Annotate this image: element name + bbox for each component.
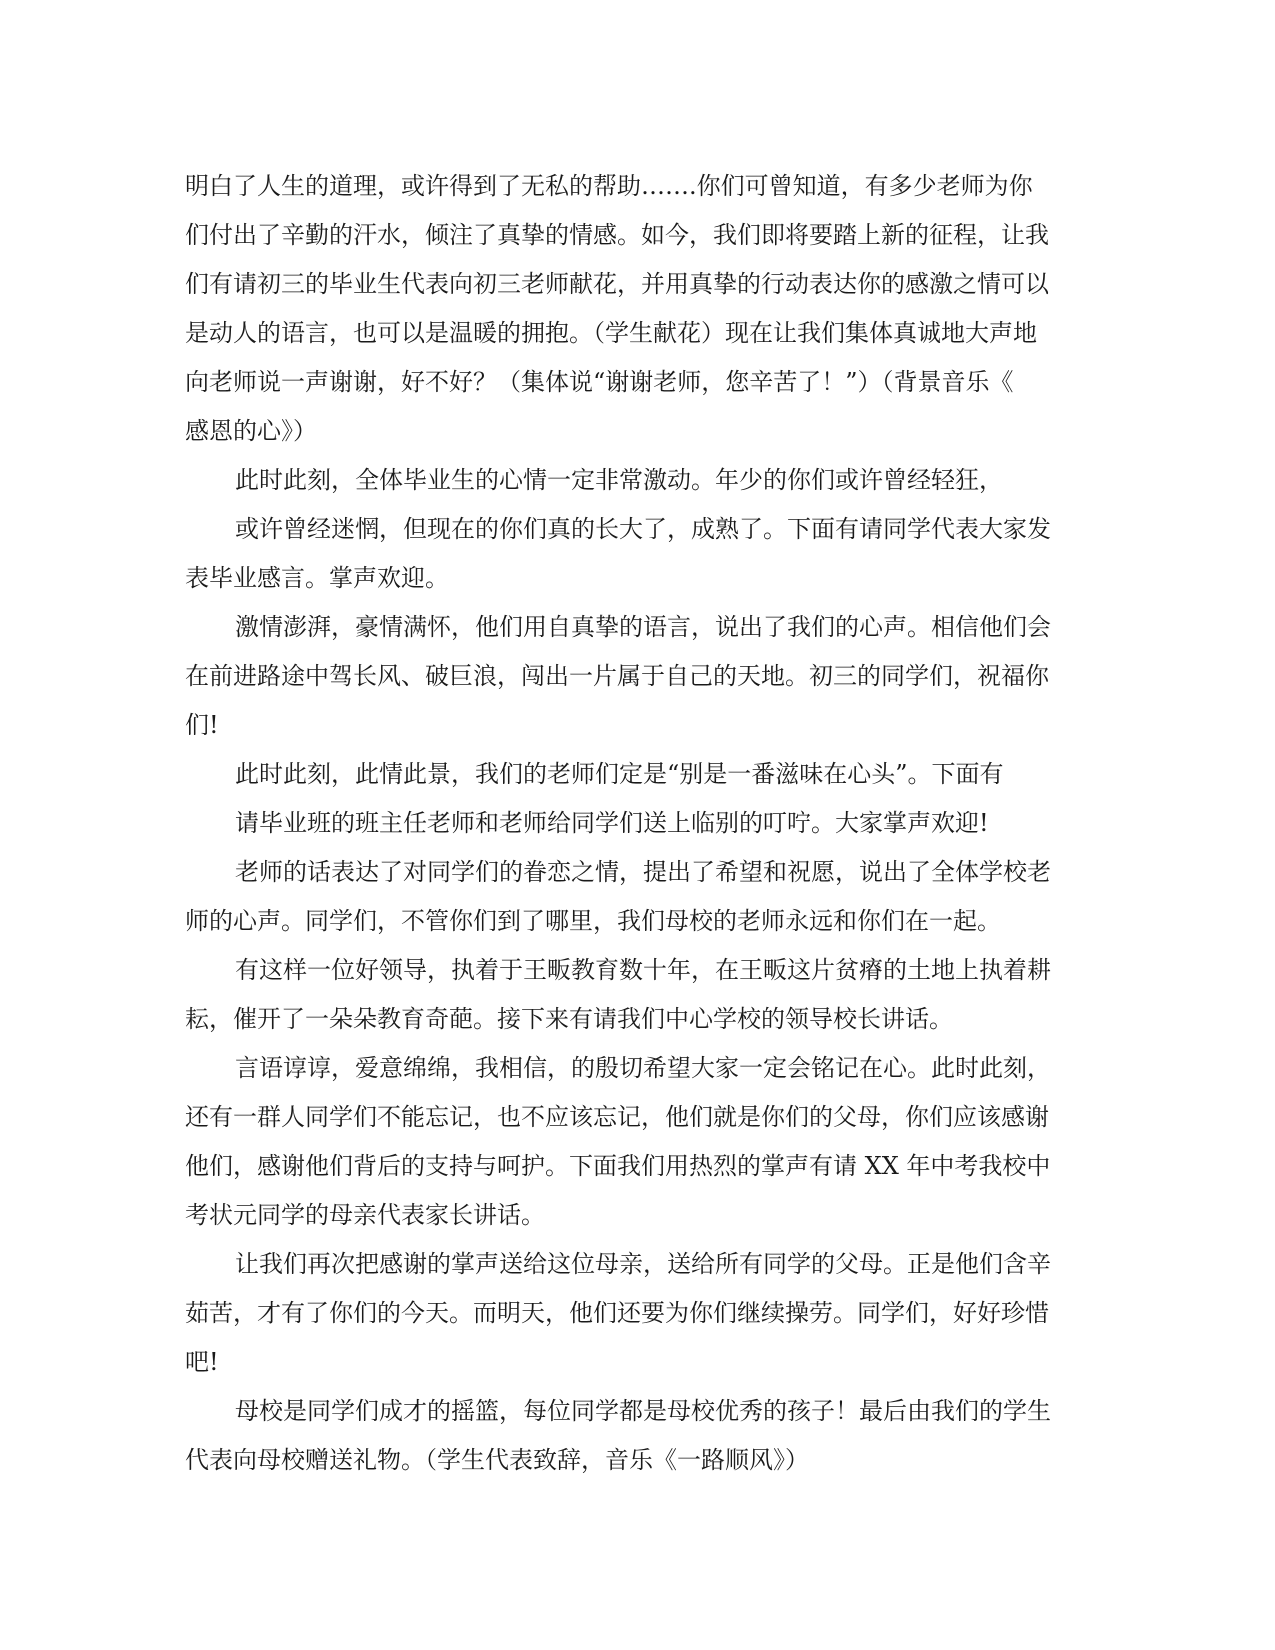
text-line: 还有一群人同学们不能忘记，也不应该忘记，他们就是你们的父母，你们应该感谢 xyxy=(185,1103,1049,1131)
text-line: 有这样一位好领导，执着于王畈教育数十年，在王畈这片贫瘠的土地上执着耕 xyxy=(235,956,1051,984)
text-line: 在前进路途中驾长风、破巨浪，闯出一片属于自己的天地。初三的同学们，祝福你 xyxy=(185,662,1049,690)
text-line: 此时此刻，全体毕业生的心情一定非常激动。年少的你们或许曾经轻狂， xyxy=(235,466,1003,494)
text-line: 激情澎湃，豪情满怀，他们用自真挚的语言，说出了我们的心声。相信他们会 xyxy=(235,613,1051,641)
text-line: 老师的话表达了对同学们的眷恋之情，提出了希望和祝愿，说出了全体学校老 xyxy=(235,858,1051,886)
text-line: 他们，感谢他们背后的支持与呵护。下面我们用热烈的掌声有请 XX 年中考我校中 xyxy=(185,1152,1051,1180)
text-line: 吧! xyxy=(185,1348,219,1376)
text-line: 明白了人生的道理，或许得到了无私的帮助…….你们可曾知道，有多少老师为你 xyxy=(185,172,1033,200)
text-line: 感恩的心》） xyxy=(185,417,317,445)
document-body xyxy=(185,162,1087,1485)
text-line: 或许曾经迷惘，但现在的你们真的长大了，成熟了。下面有请同学代表大家发 xyxy=(235,515,1051,543)
text-line: 茹苦，才有了你们的今天。而明天，他们还要为你们继续操劳。同学们，好好珍惜 xyxy=(185,1299,1049,1327)
text-line: 言语谆谆，爱意绵绵，我相信，的殷切希望大家一定会铭记在心。此时此刻， xyxy=(235,1054,1051,1082)
text-line: 们付出了辛勤的汗水，倾注了真挚的情感。如今，我们即将要踏上新的征程，让我 xyxy=(185,221,1049,249)
text-line: 耘，催开了一朵朵教育奇葩。接下来有请我们中心学校的领导校长讲话。 xyxy=(185,1005,953,1033)
text-line: 是动人的语言，也可以是温暖的拥抱。（学生献花）现在让我们集体真诚地大声地 xyxy=(185,319,1037,347)
text-line: 母校是同学们成才的摇篮，每位同学都是母校优秀的孩子！最后由我们的学生 xyxy=(235,1397,1051,1425)
text-line: 代表向母校赠送礼物。（学生代表致辞，音乐《一路顺风》） xyxy=(185,1446,809,1474)
text-line: 考状元同学的母亲代表家长讲话。 xyxy=(185,1201,545,1229)
text-line: 此时此刻，此情此景，我们的老师们定是“别是一番滋味在心头”。下面有 xyxy=(235,760,1004,788)
text-line: 让我们再次把感谢的掌声送给这位母亲，送给所有同学的父母。正是他们含辛 xyxy=(235,1250,1051,1278)
text-line: 们! xyxy=(185,711,219,739)
text-line: 向老师说一声谢谢，好不好？（集体说“谢谢老师，您辛苦了！”）（背景音乐《 xyxy=(185,368,1014,396)
text-line: 师的心声。同学们，不管你们到了哪里，我们母校的老师永远和你们在一起。 xyxy=(185,907,1001,935)
text-line: 表毕业感言。掌声欢迎。 xyxy=(185,564,449,592)
text-line: 请毕业班的班主任老师和老师给同学们送上临别的叮咛。大家掌声欢迎! xyxy=(235,809,989,837)
text-line: 们有请初三的毕业生代表向初三老师献花，并用真挚的行动表达你的感激之情可以 xyxy=(185,270,1049,298)
